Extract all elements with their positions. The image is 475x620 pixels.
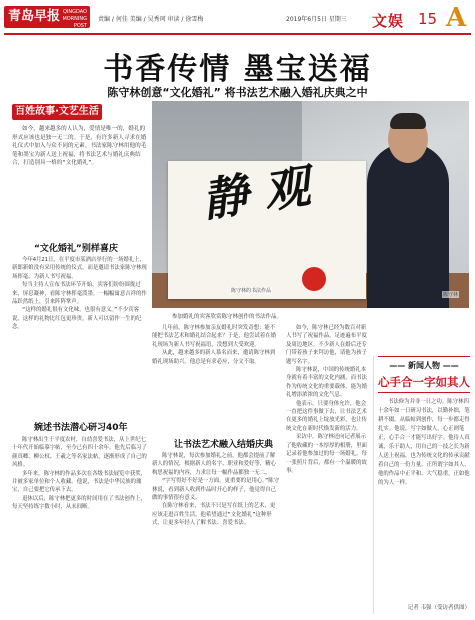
page-number: 15 bbox=[418, 10, 438, 28]
headline: 书香传情 墨宝送福 bbox=[103, 52, 372, 87]
photo-label-person: 陈守林 bbox=[443, 292, 459, 298]
paragraph: 退休以后，陈守林把更多的时间用在了书法创作上，每天坚持练字数小时，从未间断。 bbox=[12, 495, 146, 511]
paragraph: 陈守林出生于平度农村，自幼喜爱书法，从上世纪七十年代开始临摹字帖，至今已有四十余年。他先后临习了颜真卿、柳公权、王羲之等名家法帖，逐渐形成了自己的风格。 bbox=[12, 437, 147, 469]
section-name: 文娱 bbox=[372, 12, 405, 30]
column-banner: 百姓故事·文艺生活 bbox=[12, 104, 102, 120]
paragraph: 多年来，陈守林的作品多次在各级书法展览中获奖，并被多家单位和个人收藏。他说，书法是中华民族的瑰宝，自己要把它传承下去。 bbox=[12, 470, 146, 494]
main-photo bbox=[152, 101, 469, 308]
sidebar-kicker: —— 新闻人物 —— bbox=[389, 361, 459, 370]
calligraphy-characters: 静 观 bbox=[198, 158, 314, 228]
paragraph: 今年4月21日，在平度市某酒店举行的一场婚礼上，新郎新娘没有采用传统的仪式，而是邀请书法家陈守林现场挥毫，为新人书写祝福。 bbox=[12, 257, 147, 280]
body-column-5 bbox=[286, 324, 370, 616]
calligrapher-hair bbox=[390, 113, 426, 129]
red-seal-circle bbox=[302, 267, 326, 291]
logo-subtext: QINGDAO MORNING POST bbox=[62, 9, 87, 29]
body-column-3 bbox=[152, 324, 280, 434]
body-column-2 bbox=[12, 436, 147, 616]
calligrapher-figure bbox=[367, 143, 449, 308]
paragraph: 在陈守林看来，书法不只是写在纸上的艺术，更应该走进百姓生活。他希望通过“文化婚礼”这种形式，让更多年轻人了解书法、喜爱书法。 bbox=[152, 503, 276, 527]
sidebar-byline: 记者 韦强（受访者供图） bbox=[407, 605, 470, 611]
paragraph: 从此，越来越多的新人慕名而来，邀请陈守林到婚礼现场助兴。他总是有求必应，分文不取。 bbox=[152, 350, 276, 365]
paragraph: 如今，陈守林已经为数百对新人书写了祝福作品，足迹遍布平度及周边地区。不少新人在婚后还专门带着孩子来拜访他，请他为孩子题写名字。 bbox=[286, 325, 367, 365]
logo-text: 青岛早报 bbox=[8, 9, 61, 24]
paragraph: “字写得好不好是一方面，更重要的是用心。”陈守林说，看到新人收到作品时开心的样子，他觉得自己做的事情很有意义。 bbox=[152, 478, 279, 502]
photo-caption: 参加婚礼的宾客欣赏陈守林创作的书法作品。 bbox=[172, 314, 283, 320]
paragraph: 采访中，陈守林还向记者展示了他收藏的一本厚厚的相册，里面记录着他参加过的每一场婚礼。每一张照片背后，都有一个温暖的故事。 bbox=[286, 434, 367, 474]
photo-label-artwork: 陈守林的书法作品 bbox=[231, 288, 272, 294]
masthead bbox=[0, 0, 475, 34]
newspaper-logo bbox=[4, 6, 90, 28]
paragraph: 陈守林说，中国的传统婚礼本身就有着丰富的文化内涵，而书法作为传统文化的重要载体，能为婚礼增添浓浓的文化气息。 bbox=[286, 367, 367, 399]
subhead-wedding: “文化婚礼”别样喜庆 bbox=[34, 244, 118, 254]
sidebar-bottom-rule bbox=[378, 392, 470, 393]
paragraph: 几年前，陈守林参加亲友婚礼时突发奇想：能不能把书法艺术和婚礼结合起来？于是，他尝试着在婚礼现场为新人书写祝福语，没想到大受欢迎。 bbox=[152, 325, 276, 348]
sidebar-title: 心手合一字如其人 bbox=[378, 375, 470, 389]
body-column-4 bbox=[152, 452, 280, 616]
subhead-ceremony: 让书法艺术融入结婚庆典 bbox=[174, 440, 274, 450]
sidebar-divider bbox=[373, 356, 374, 614]
paragraph: 他表示，只要身体允许，他会一直把这件事做下去，让书法艺术在更多的婚礼上绽放光彩，也让传统文化在新时代焕发新的活力。 bbox=[286, 400, 367, 432]
page-letter: A bbox=[446, 3, 467, 33]
masthead-rule bbox=[4, 33, 471, 35]
sidebar-body: 书法修为并非一日之功。陈守林四十余年如一日研习书法，以勤补拙，笔耕不辍，从临帖到创作，每一步都走得扎实。他说，写字如做人，心正则笔正，心手合一才能写出好字。他待人真诚，乐于助人，用自己的一技之长为新人送上祝福，也为传统文化的传承贡献着自己的一份力量。正所谓字如其人，他的作品中正平和、大气稳重，正如他的为人一样。 bbox=[378, 399, 470, 486]
paragraph: 每当主持人宣布书法环节开始，宾客们纷纷围拢过来，屏息凝神，看陈守林挥毫泼墨。一幅幅寓意吉祥的作品跃然纸上，引来阵阵掌声。 bbox=[12, 282, 147, 306]
paragraph: “这样的婚礼很有文化味，也很有意义。”不少宾客说，这样的礼物比红包更珍贵，新人可以留作一生的纪念。 bbox=[12, 307, 142, 331]
lead-paragraph: 如今，越来越多的人认为，爱情是唯一的，婚礼的形式应该也是独一无二的。于是，有许多新人寻求在婚礼仪式中加入与众不同的元素。书法家陈守林用他的毛笔和墨宝为新人送上祝福，将书法艺术与婚礼庆典结合，打造别具一格的“文化婚礼”。 bbox=[12, 126, 147, 167]
sidebar-top-rule bbox=[378, 356, 470, 357]
issue-date: 2019年6月5日 星期三 bbox=[286, 16, 347, 23]
subhead-study: 婉述书法潜心研习40年 bbox=[34, 423, 128, 433]
editor-credits: 责编 / 何佳 美编 / 吴秀珂 审读 / 徐雪梅 bbox=[98, 16, 204, 23]
body-column-1 bbox=[12, 256, 147, 416]
paragraph: 陈守林说，每次参加婚礼之前，他都会提前了解新人的情况，根据新人的名字、职业和爱好等，精心构思祝福的内容，力求让每一幅作品都独一无二。 bbox=[152, 453, 276, 476]
subheadline: 陈守林创意“文化婚礼” 将书法艺术融入婚礼庆典之中 bbox=[107, 86, 368, 99]
